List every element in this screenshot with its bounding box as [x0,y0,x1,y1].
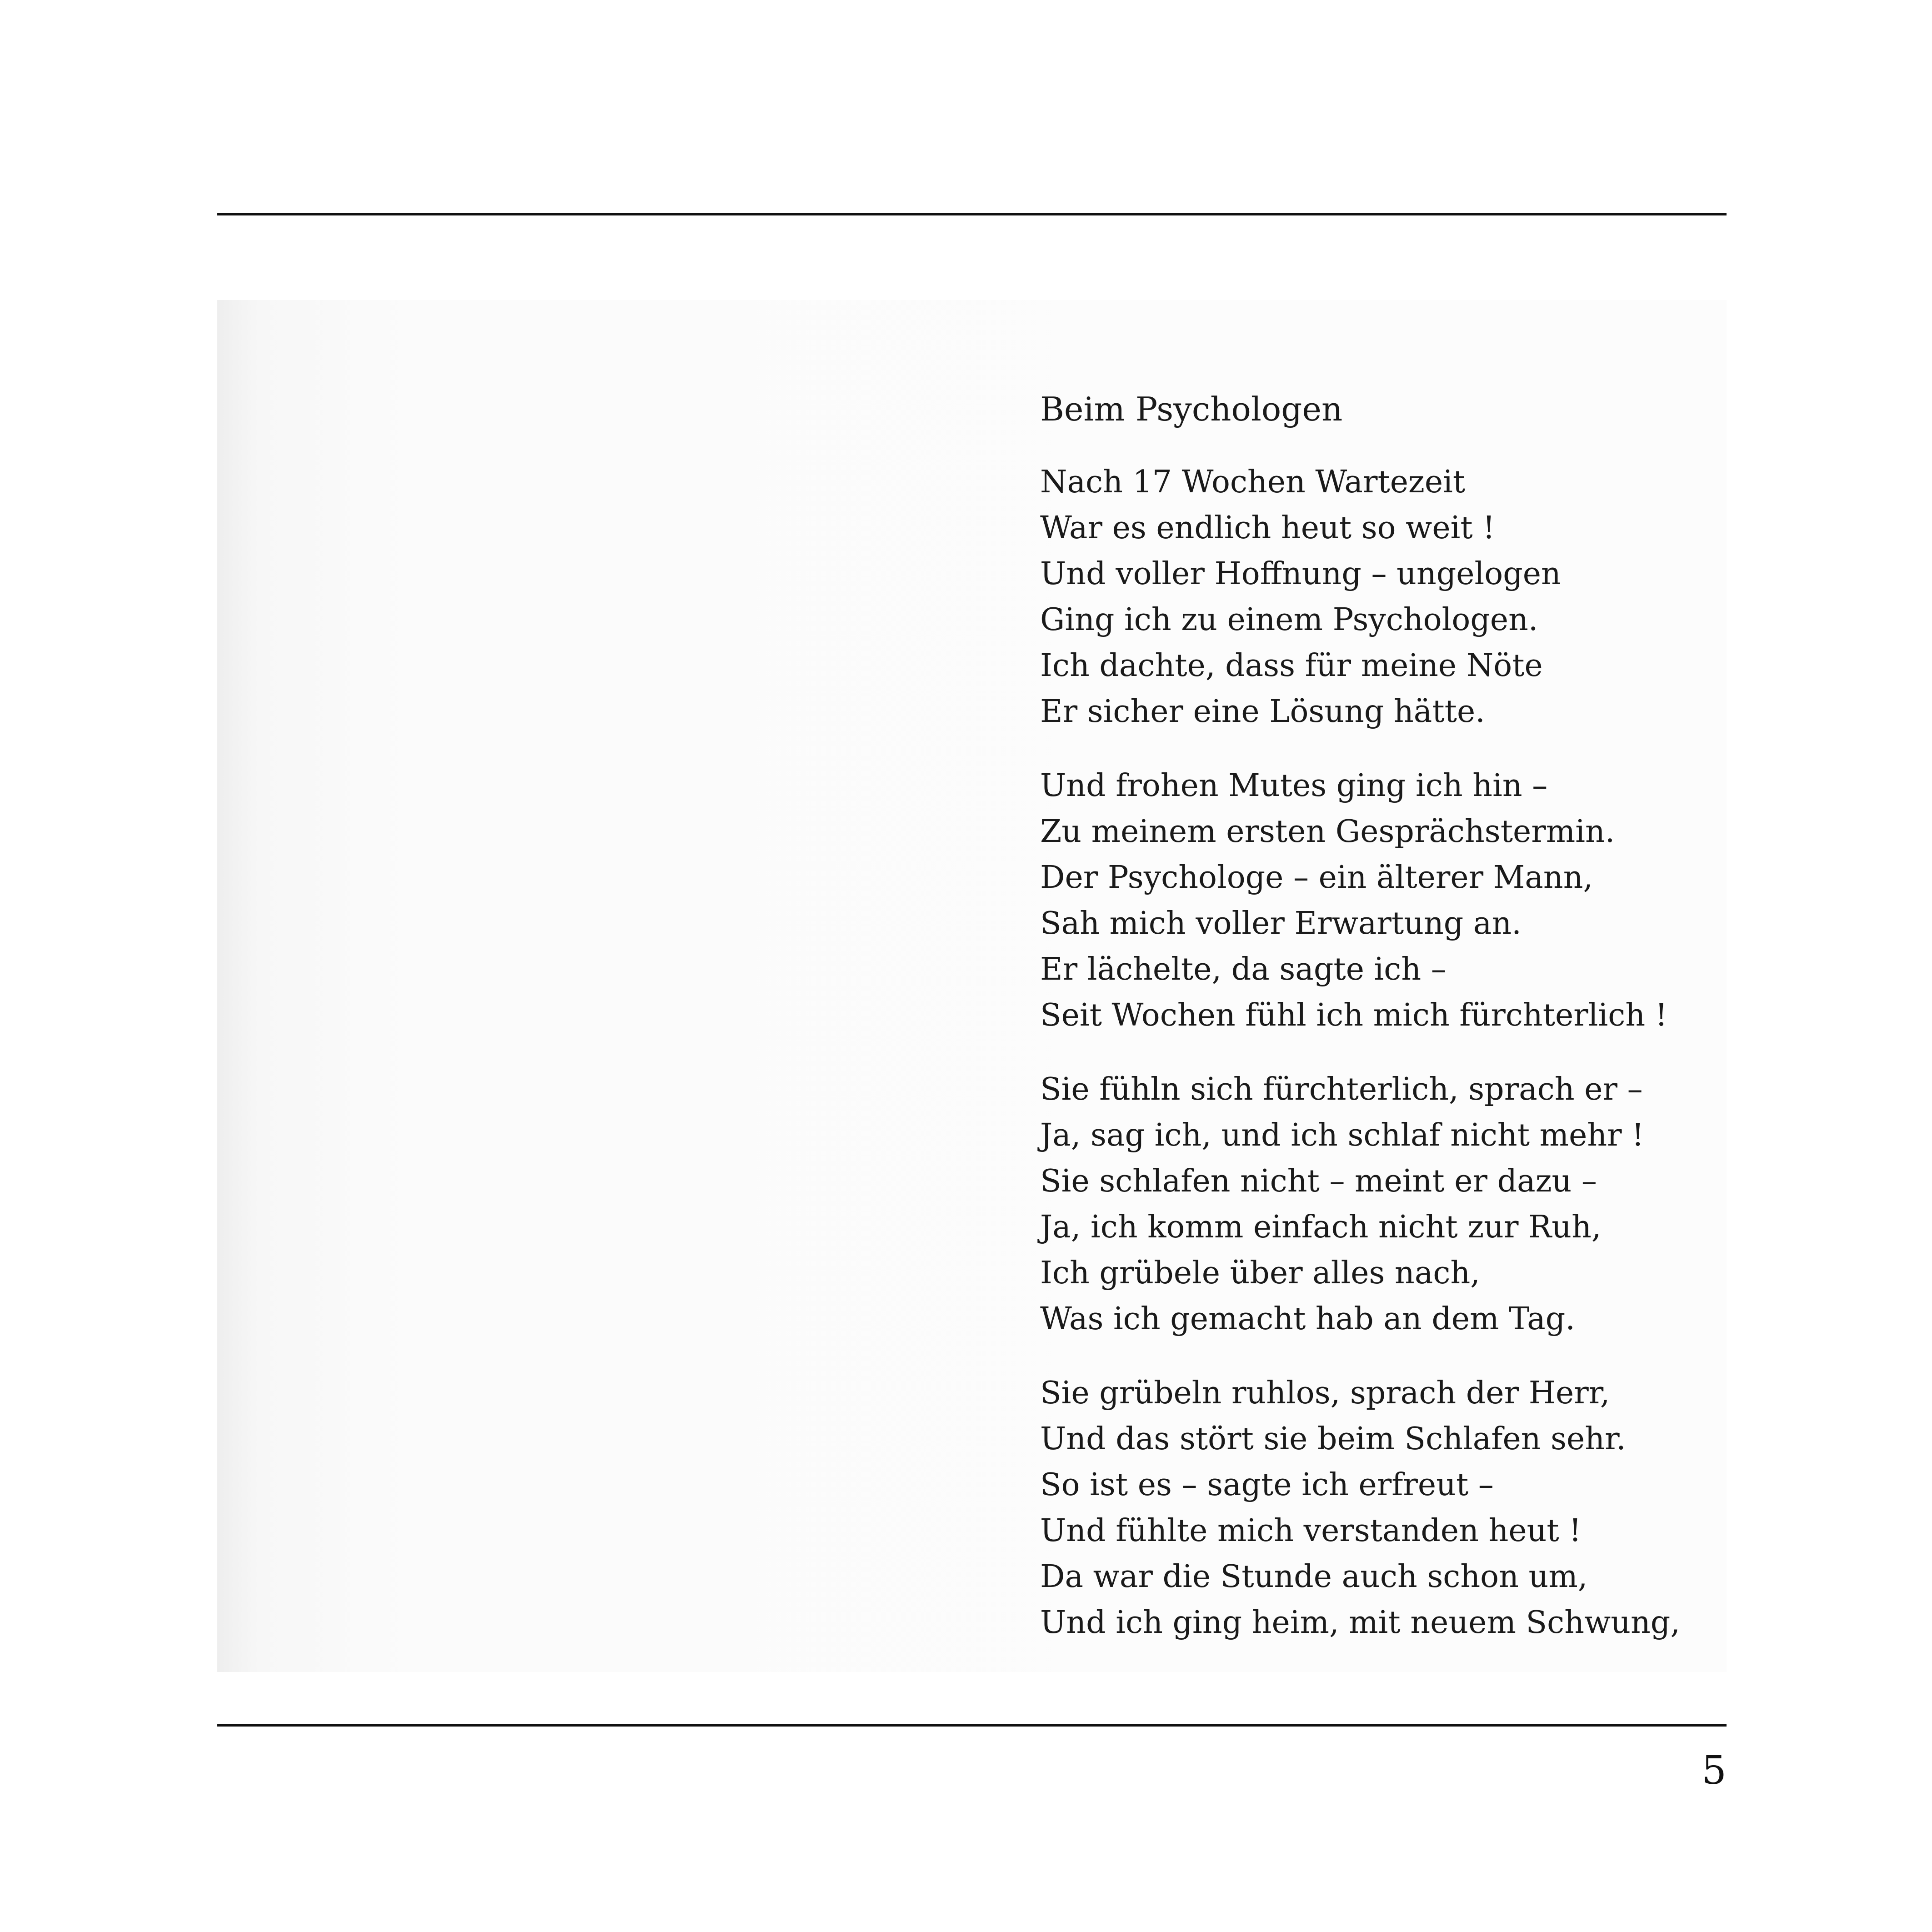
poem-line: Und frohen Mutes ging ich hin – [1040,768,1548,804]
poem-line: Und voller Hoffnung – ungelogen [1040,556,1561,592]
poem-line: So ist es – sagte ich erfreut – [1040,1467,1494,1503]
poem-line: Was ich gemacht hab an dem Tag. [1040,1301,1575,1337]
poem-line: Und das stört sie beim Schlafen sehr. [1040,1421,1626,1457]
poem-line: Zu meinem ersten Gesprächstermin. [1040,814,1615,850]
stanza-2 [1040,763,1713,1038]
poem [1040,386,1713,1672]
poem-line: Ja, sag ich, und ich schlaf nicht mehr ! [1040,1117,1644,1153]
stanza-1 [1040,459,1713,735]
poem-line: Sah mich voller Erwartung an. [1040,906,1522,941]
poem-line: Ja, ich komm einfach nicht zur Ruh, [1040,1209,1602,1245]
poem-line: Ich grübele über alles nach, [1040,1255,1480,1291]
poem-line: Und fühlte mich verstanden heut ! [1040,1513,1582,1549]
poem-line: Ich dachte, dass für meine Nöte [1040,648,1543,684]
poem-line: Da war die Stunde auch schon um, [1040,1559,1588,1595]
poem-line: Der Psychologe – ein älterer Mann, [1040,860,1593,896]
poem-line: Ging ich zu einem Psychologen. [1040,602,1538,638]
poem-line: Er lächelte, da sagte ich – [1040,951,1446,987]
stanza-3 [1040,1066,1713,1342]
poem-line: Sie fühln sich fürchterlich, sprach er – [1040,1071,1643,1107]
scanned-page [217,300,1727,1672]
poem-line: Seit Wochen fühl ich mich fürchterlich ! [1040,997,1668,1033]
page-number: 5 [1702,1748,1727,1793]
poem-line: Und ich ging heim, mit neuem Schwung, [1040,1605,1680,1641]
poem-title: Beim Psychologen [1040,390,1343,428]
poem-line: Sie schlafen nicht – meint er dazu – [1040,1163,1597,1199]
poem-line: War es endlich heut so weit ! [1040,510,1495,546]
poem-line: Nach 17 Wochen Wartezeit [1040,464,1466,500]
header-rule [217,213,1727,215]
poem-line: Er sicher eine Lösung hätte. [1040,694,1485,730]
stanza-4 [1040,1370,1713,1646]
footer-rule [217,1724,1727,1727]
poem-line: Sie grübeln ruhlos, sprach der Herr, [1040,1375,1610,1411]
